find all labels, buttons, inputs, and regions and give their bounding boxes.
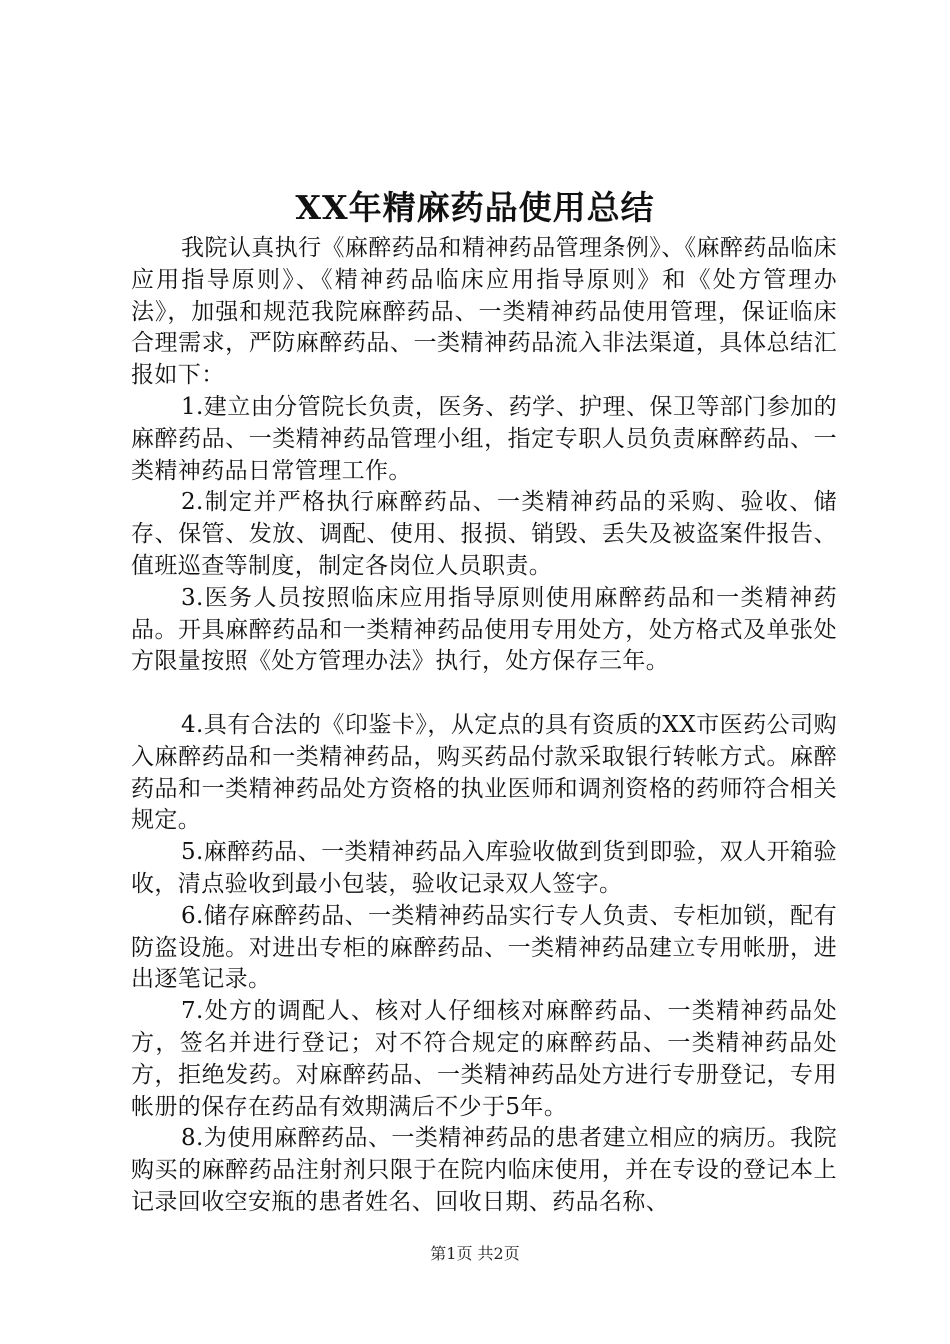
document-body <box>131 233 837 1219</box>
page-footer: 第1页 共2页 <box>430 1244 520 1263</box>
document-title: XX年精麻药品使用总结 <box>295 188 655 227</box>
paragraph-item-4: 4.具有合法的《印鉴卡》，从定点的具有资质的XX市医药公司购入麻醉药品和一类精神药品，购买药品付款采取银行转帐方式。麻醉药品和一类精神药品处方资格的执业医师和调剂资格的药师符合相关规定。 <box>131 711 837 834</box>
paragraph-item-7: 7.处方的调配人、核对人仔细核对麻醉药品、一类精神药品处方，签名并进行登记；对不符合规定的麻醉药品、一类精神药品处方，拒绝发药。对麻醉药品、一类精神药品处方进行专册登记，专用帐册的保存在药品有效期满后不少于5年。 <box>131 998 837 1120</box>
paragraph-item-2: 2.制定并严格执行麻醉药品、一类精神药品的采购、验收、储存、保管、发放、调配、使用、报损、销毁、丢失及被盗案件报告、值班巡查等制度，制定各岗位人员职责。 <box>131 489 837 579</box>
paragraph-item-3: 3.医务人员按照临床应用指导原则使用麻醉药品和一类精神药品。开具麻醉药品和一类精神药品使用专用处方，处方格式及单张处方限量按照《处方管理办法》执行，处方保存三年。 <box>131 584 837 675</box>
paragraph-item-1: 1.建立由分管院长负责，医务、药学、护理、保卫等部门参加的麻醉药品、一类精神药品管理小组，指定专职人员负责麻醉药品、一类精神药品日常管理工作。 <box>131 393 837 484</box>
paragraph-item-8: 8.为使用麻醉药品、一类精神药品的患者建立相应的病历。我院购买的麻醉药品注射剂只限于在院内临床使用，并在专设的登记本上记录回收空安瓶的患者姓名、回收日期、药品名称、 <box>131 1125 837 1215</box>
paragraph-item-6: 6.储存麻醉药品、一类精神药品实行专人负责、专柜加锁，配有防盗设施。对进出专柜的麻醉药品、一类精神药品建立专用帐册，进出逐笔记录。 <box>131 902 837 993</box>
paragraph-item-5: 5.麻醉药品、一类精神药品入库验收做到货到即验，双人开箱验收，清点验收到最小包装，验收记录双人签字。 <box>131 839 837 897</box>
blank-line <box>131 678 837 710</box>
paragraph-intro: 我院认真执行《麻醉药品和精神药品管理条例》、《麻醉药品临床应用指导原则》、《精神药品临床应用指导原则》和《处方管理办法》，加强和规范我院麻醉药品、一类精神药品使用管理，保证临床合理需求，严防麻醉药品、一类精神药品流入非法渠道，具体总结汇报如下： <box>131 235 837 389</box>
